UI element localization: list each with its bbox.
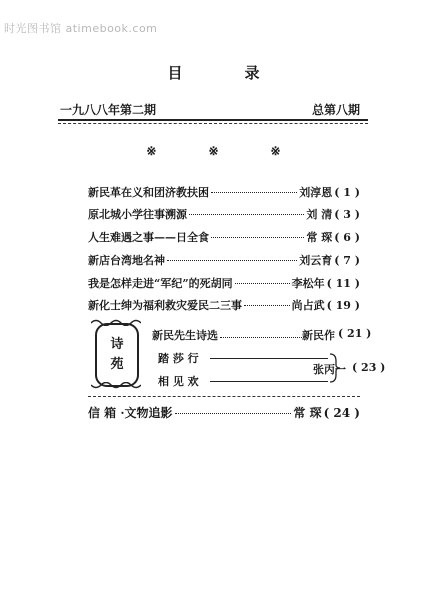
star-ornaments — [0, 144, 427, 158]
page-title — [0, 62, 427, 83]
toc-entry[interactable] — [88, 297, 360, 313]
issue-date: 一九八八年第二期 — [60, 103, 157, 117]
entry-title: 我是怎样走进“军纪”的死胡同 — [88, 277, 233, 290]
leader-dots — [220, 337, 302, 338]
poem-rule — [210, 358, 328, 359]
entry-page: ( 6 ) — [334, 231, 360, 244]
poem-shared-page: ( 23 ) — [352, 361, 386, 374]
issue-line — [60, 101, 360, 118]
poetry-label-char: 苑 — [110, 357, 124, 372]
leader-dots — [211, 237, 304, 238]
entry-title: 人生难遇之事——日全食 — [88, 231, 209, 244]
entry-title: 新店台湾地名神 — [88, 254, 165, 267]
entry-page: ( 24 ) — [323, 406, 360, 420]
leader-dots — [211, 192, 297, 193]
entry-author: 常 琛 — [306, 231, 333, 244]
poem-title[interactable]: 新民先生诗选 — [152, 329, 218, 342]
toc-entry-letters[interactable] — [88, 404, 360, 421]
issue-total: 总第八期 — [311, 103, 360, 117]
poem-author: 新民作 — [302, 329, 335, 342]
divider-dashed — [88, 396, 360, 397]
star-ornament: ※ — [146, 144, 157, 158]
watermark: 时光图书馆 atimebook.com — [4, 22, 158, 35]
entry-author: 常 琛 — [293, 406, 322, 420]
toc-entry[interactable] — [88, 275, 360, 291]
entry-page: ( 1 ) — [334, 186, 360, 199]
entry-author: 尚占武 — [291, 299, 325, 312]
title-char-left: 目 — [167, 64, 183, 82]
toc-entry[interactable] — [88, 252, 360, 268]
poem-rule — [210, 381, 328, 382]
poem-title[interactable]: 相 见 欢 — [158, 375, 199, 388]
poetry-section-label — [95, 323, 139, 387]
entry-page: ( 3 ) — [334, 208, 360, 221]
leader-dots — [235, 283, 290, 284]
entry-title: 新民革在义和团济教扶困 — [88, 186, 209, 199]
toc-entry[interactable] — [88, 184, 360, 200]
entry-author: 刘 清 — [306, 208, 333, 221]
entry-title: 原北城小学往事溯源 — [88, 208, 187, 221]
entry-title: 信 箱 ·文物追影 — [88, 406, 173, 420]
divider-solid — [58, 119, 368, 121]
leader-dots — [175, 413, 292, 414]
entry-page: ( 7 ) — [334, 254, 360, 267]
divider-dashed — [58, 123, 368, 124]
title-char-right: 录 — [244, 64, 260, 82]
poem-page: ( 21 ) — [338, 327, 372, 340]
entry-author: 刘淳恩 — [299, 186, 333, 199]
poetry-label-char: 诗 — [110, 337, 124, 352]
entry-page: ( 11 ) — [326, 277, 360, 290]
star-ornament: ※ — [208, 144, 219, 158]
poem-shared-author: 张丙一 — [313, 363, 346, 376]
toc-entry[interactable] — [88, 206, 360, 222]
entry-author: 李松年 — [291, 277, 325, 290]
leader-dots — [189, 214, 304, 215]
star-ornament: ※ — [270, 144, 281, 158]
leader-dots — [167, 260, 297, 261]
wavy-border-icon — [91, 382, 141, 390]
entry-page: ( 19 ) — [326, 299, 360, 312]
entry-title: 新化士绅为福利救灾爱民二三事 — [88, 299, 242, 312]
leader-dots — [244, 305, 290, 306]
toc-entry[interactable] — [88, 229, 360, 245]
entry-author: 刘云育 — [299, 254, 333, 267]
poem-title[interactable]: 踏 莎 行 — [158, 352, 199, 365]
